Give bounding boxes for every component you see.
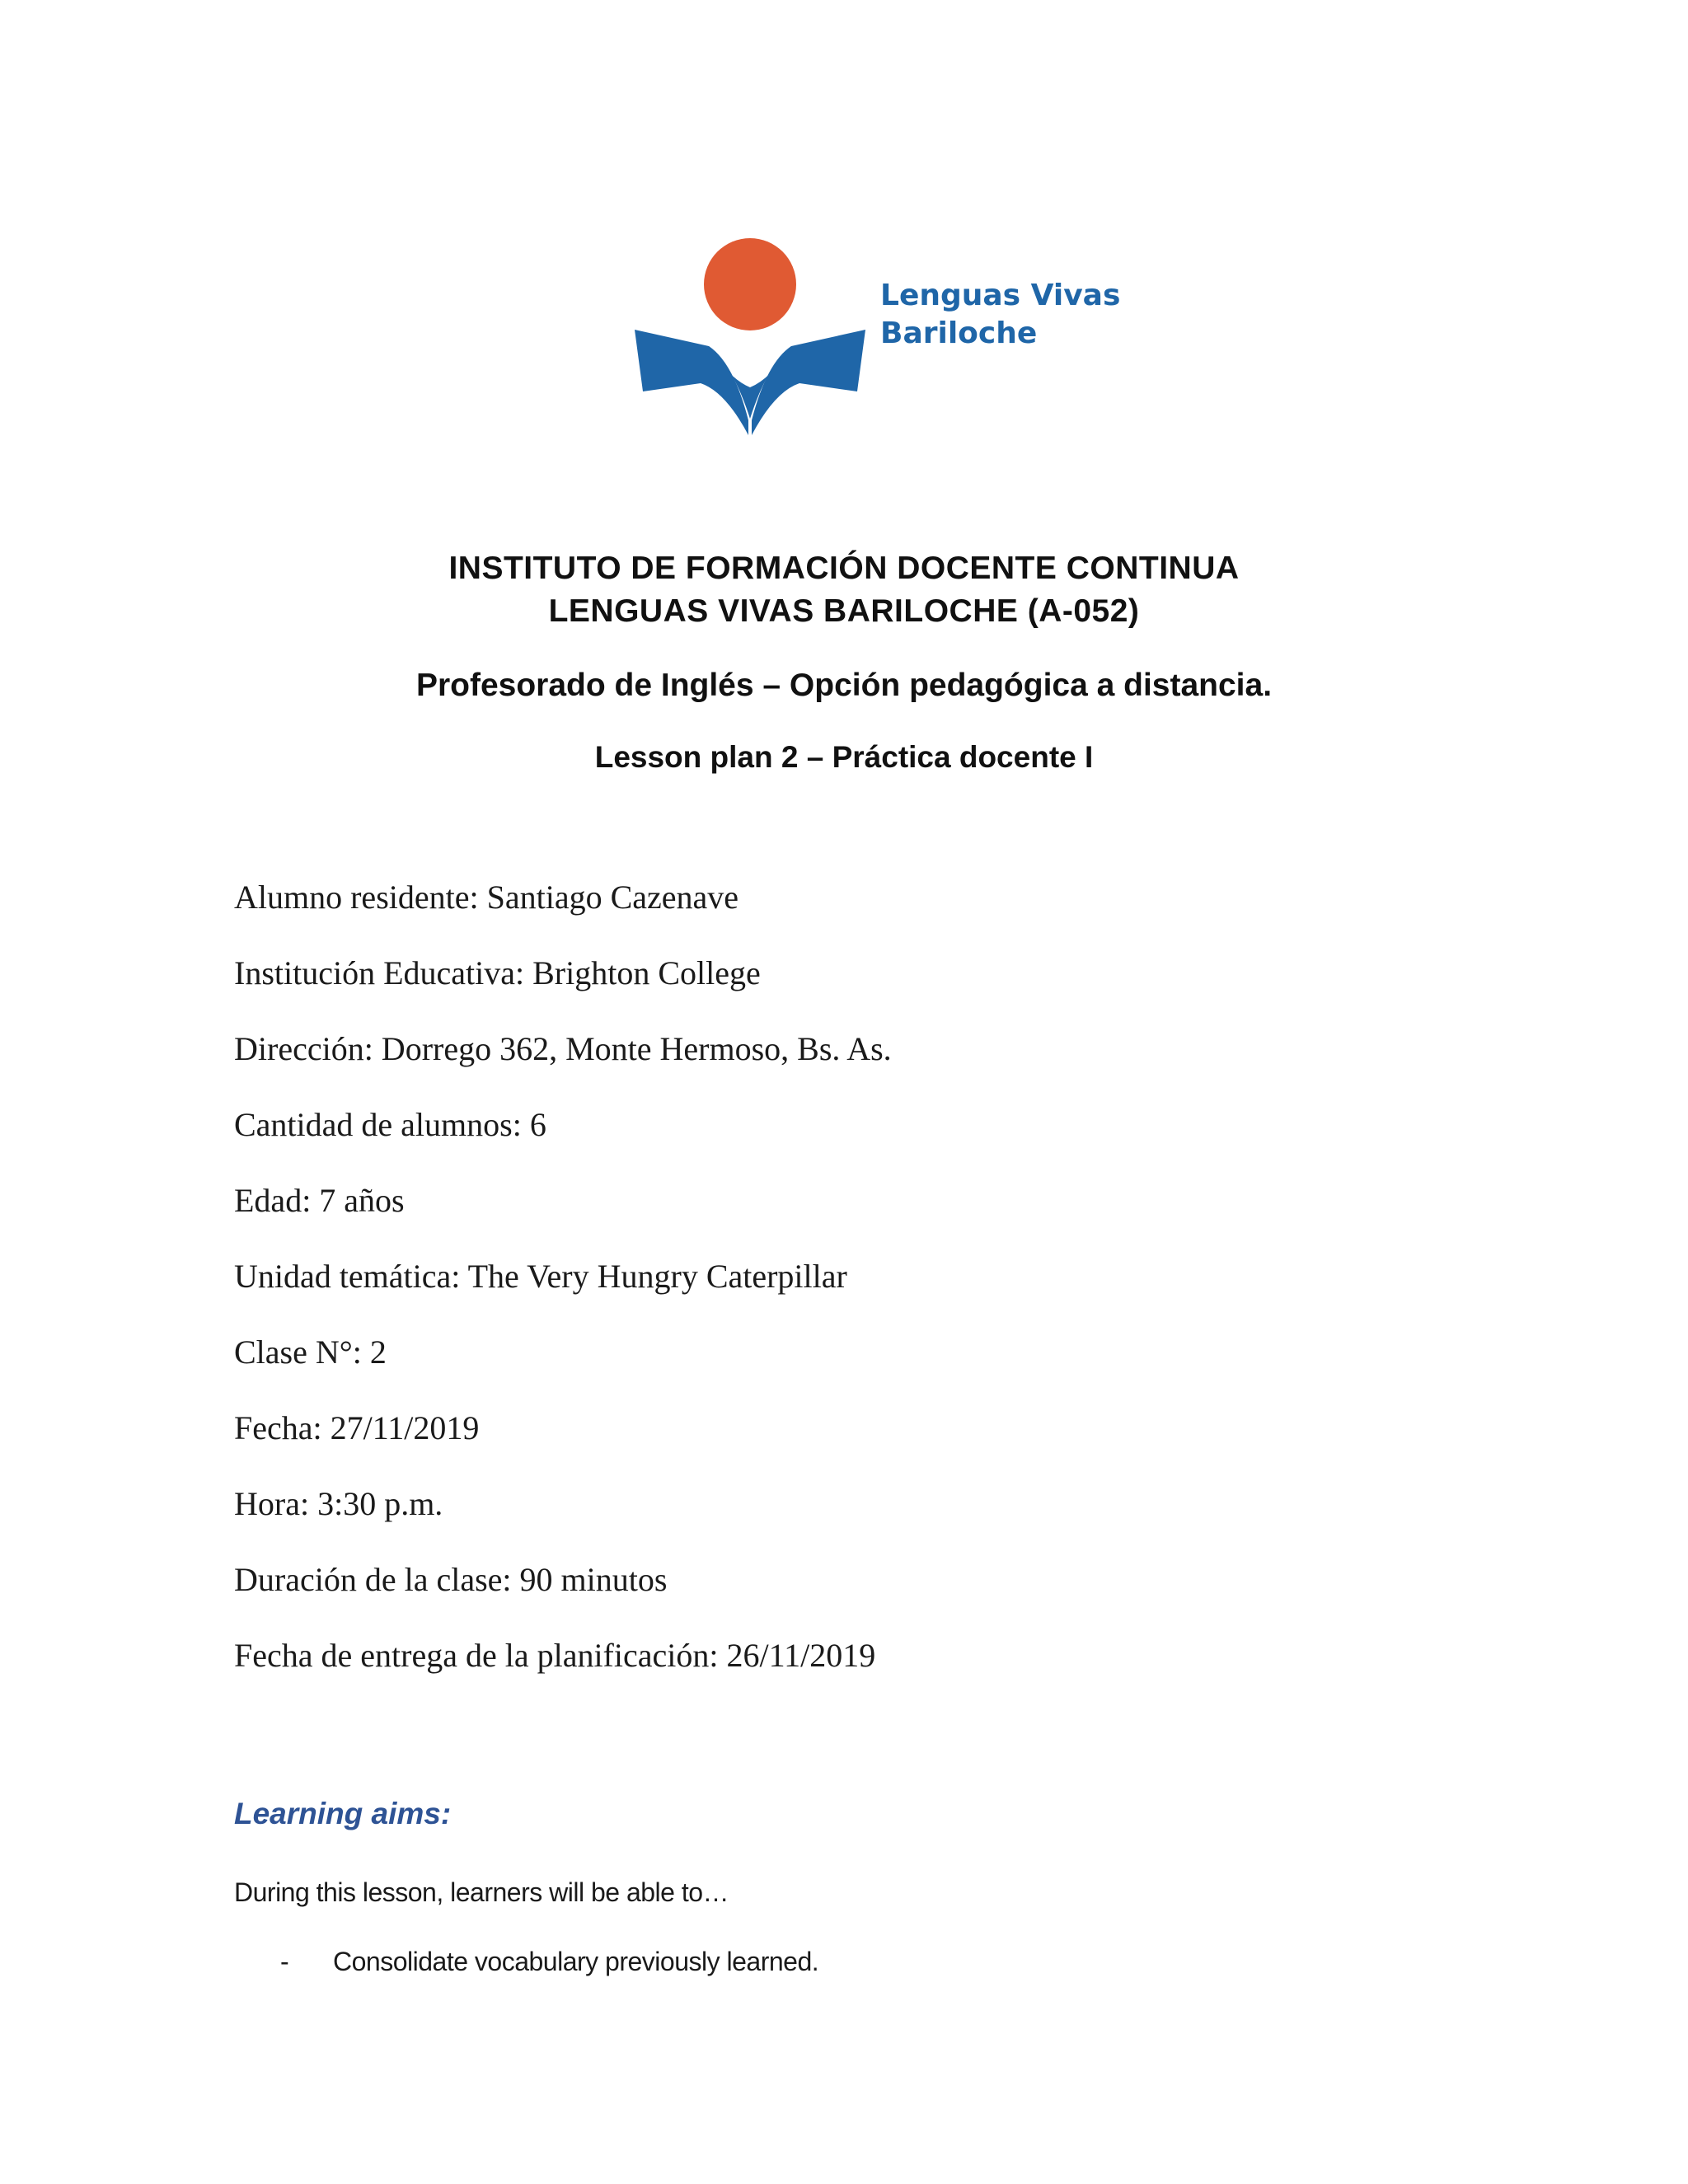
sun-shape xyxy=(704,238,796,330)
info-unit: Unidad temática: The Very Hungry Caterpillar xyxy=(234,1258,847,1295)
info-time: Hora: 3:30 p.m. xyxy=(234,1485,443,1522)
info-student: Alumno residente: Santiago Cazenave xyxy=(234,879,739,916)
info-date: Fecha: 27/11/2019 xyxy=(234,1409,480,1446)
logo-text-line1: Lenguas Vivas xyxy=(880,279,1121,312)
learning-aims-heading: Learning aims: xyxy=(234,1797,452,1830)
learning-aim-text: Consolidate vocabulary previously learned. xyxy=(333,1947,819,1976)
learning-aims-intro: During this lesson, learners will be able to… xyxy=(234,1877,729,1907)
open-book-with-sun-icon xyxy=(618,223,1121,445)
lesson-title: Lesson plan 2 – Práctica docente I xyxy=(594,740,1094,774)
info-address: Dirección: Dorrego 362, Monte Hermoso, Bs. As. xyxy=(234,1030,892,1067)
info-duration: Duración de la clase: 90 minutos xyxy=(234,1561,668,1598)
info-student-count: Cantidad de alumnos: 6 xyxy=(234,1106,546,1143)
bullet-dash: - xyxy=(280,1947,289,1976)
book-right-page xyxy=(752,330,865,435)
info-age: Edad: 7 años xyxy=(234,1182,405,1219)
info-delivery-date: Fecha de entrega de la planificación: 26/11/2019 xyxy=(234,1637,876,1674)
info-institution: Institución Educativa: Brighton College xyxy=(234,954,761,991)
institute-title-line2: LENGUAS VIVAS BARILOCHE (A-052) xyxy=(548,593,1140,629)
institute-title-line1: INSTITUTO DE FORMACIÓN DOCENTE CONTINUA xyxy=(448,551,1240,586)
institution-logo xyxy=(618,223,1121,445)
book-left-page xyxy=(635,330,748,435)
program-title: Profesorado de Inglés – Opción pedagógica a distancia. xyxy=(415,668,1273,703)
logo-text-line2: Bariloche xyxy=(880,316,1038,350)
learning-aim-item xyxy=(280,1947,818,1977)
info-class-number: Clase N°: 2 xyxy=(234,1333,387,1371)
